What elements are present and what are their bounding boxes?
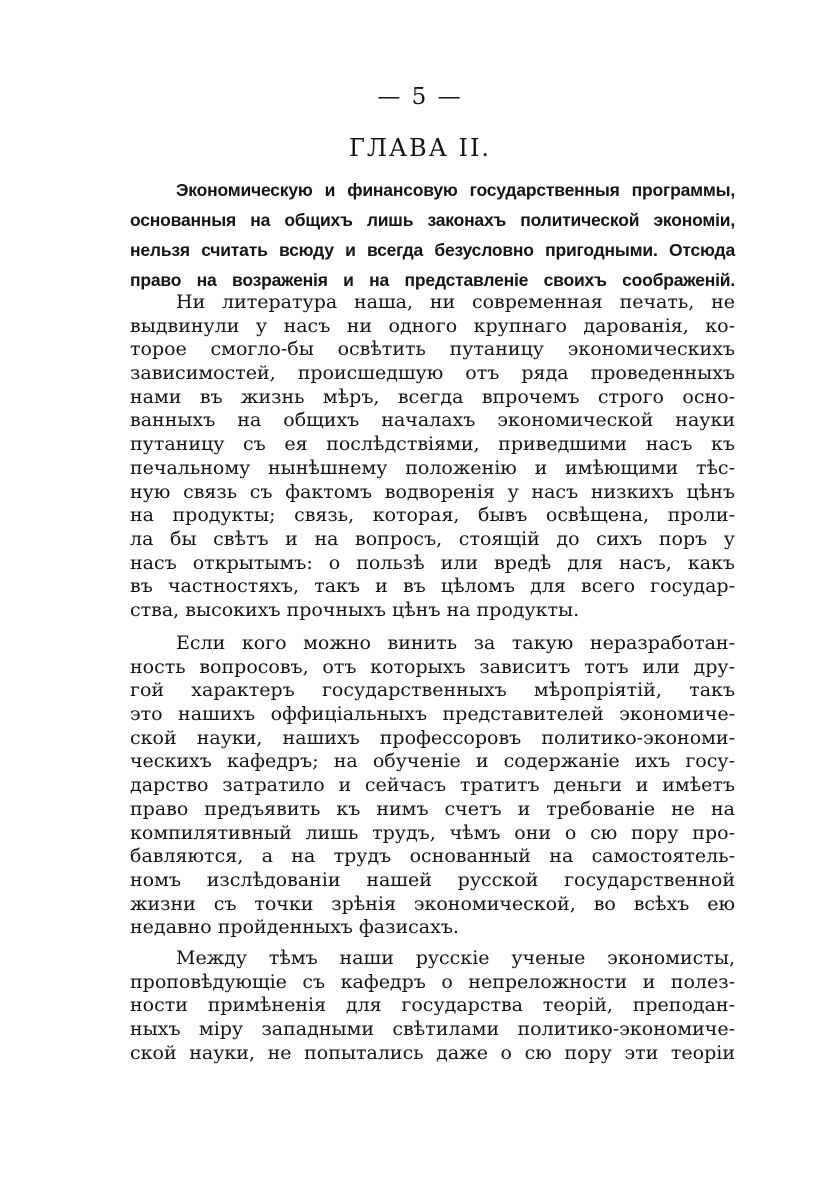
text-line: компилятивный лишь трудъ, чѣмъ они о сю пору про- [130,821,735,844]
text-line: ской науки, нашихъ профессоровъ политико-экономи- [130,726,735,749]
heading-line: право на возраженія и на представленіе своихъ соображеній. [130,270,735,290]
chapter-title: ГЛАВА II. [348,134,492,162]
text-line: бавляются, а на трудъ основанный на самостоятель- [130,845,735,868]
page-number: — 5 — [377,84,463,110]
chapter-heading [130,175,735,295]
text-line: нами въ жизнь мѣръ, всегда впрочемъ строго осно- [130,385,735,408]
text-line: выдвинули у насъ ни одного крупнаго дарованія, ко- [130,314,735,337]
paragraph-2 [130,632,735,940]
text-line: зависимостей, происшедшую отъ ряда проведенныхъ [130,362,735,385]
paragraph-3 [130,947,735,1065]
text-line: насъ открытымъ: о пользѣ или вредѣ для насъ, какъ [130,551,735,574]
heading-line: нельзя считать всюду и всегда безусловно пригодными. Отсюда [130,240,735,260]
text-line: въ частностяхъ, такъ и въ цѣломъ для всего государ- [130,575,735,598]
text-line: ныхъ міру западными свѣтилами политико-экономиче- [130,1018,735,1041]
text-line: печальному нынѣшнему положенію и имѣющими тѣс- [130,456,735,479]
text-line: ности примѣненія для государства теорій, преподан- [130,994,735,1017]
text-line: ную связь съ фактомъ водворенія у насъ низкихъ цѣнъ [130,480,735,503]
paragraph-1 [130,291,735,623]
text-line: на продукты; связь, которая, бывъ освѣщена, проли- [130,504,735,527]
text-line: номъ изслѣдованіи нашей русской государственной [130,868,735,891]
text-line: гой характеръ государственныхъ мѣропріятій, такъ [130,679,735,702]
text-line: Если кого можно винить за такую неразработан- [176,632,735,654]
text-line: ской науки, не попытались даже о сю пору эти теоріи [130,1041,735,1064]
text-line: ства, высокихъ прочныхъ цѣнъ на продукты. [130,598,580,621]
text-line: торое смогло-бы освѣтить путаницу экономическихъ [130,338,735,361]
text-line: право предъявить къ нимъ счетъ и требованіе не на [130,797,735,820]
text-line: Между тѣмъ наши русскіе ученые экономисты, [176,947,735,969]
text-line: недавно пройденныхъ фазисахъ. [130,916,459,939]
text-line: ность вопросовъ, отъ которыхъ зависитъ тотъ или дру- [130,655,735,678]
text-line: жизни съ точки зрѣнія экономической, во всѣхъ ею [130,892,735,915]
text-line: это нашихъ оффиціальныхъ представителей экономиче- [130,703,735,726]
text-line: ванныхъ на общихъ началахъ экономической науки [130,409,735,432]
text-line: ла бы свѣтъ и на вопросъ, стоящій до сихъ поръ у [130,527,735,550]
text-line: путаницу съ ея послѣдствіями, приведшими насъ къ [130,433,735,456]
text-line: дарство затратило и сейчасъ тратитъ деньги и имѣетъ [130,774,735,797]
heading-line: основанныя на общихъ лишь законахъ политической экономіи, [130,210,735,230]
text-line: Ни литература наша, ни современная печать, не [176,291,735,313]
text-line: ческихъ кафедръ; на обученіе и содержаніе ихъ госу- [130,750,735,773]
text-line: проповѣдующіе съ кафедръ о непреложности и полез- [130,970,735,993]
heading-line: Экономическую и финансовую государственныя программы, [176,180,735,200]
